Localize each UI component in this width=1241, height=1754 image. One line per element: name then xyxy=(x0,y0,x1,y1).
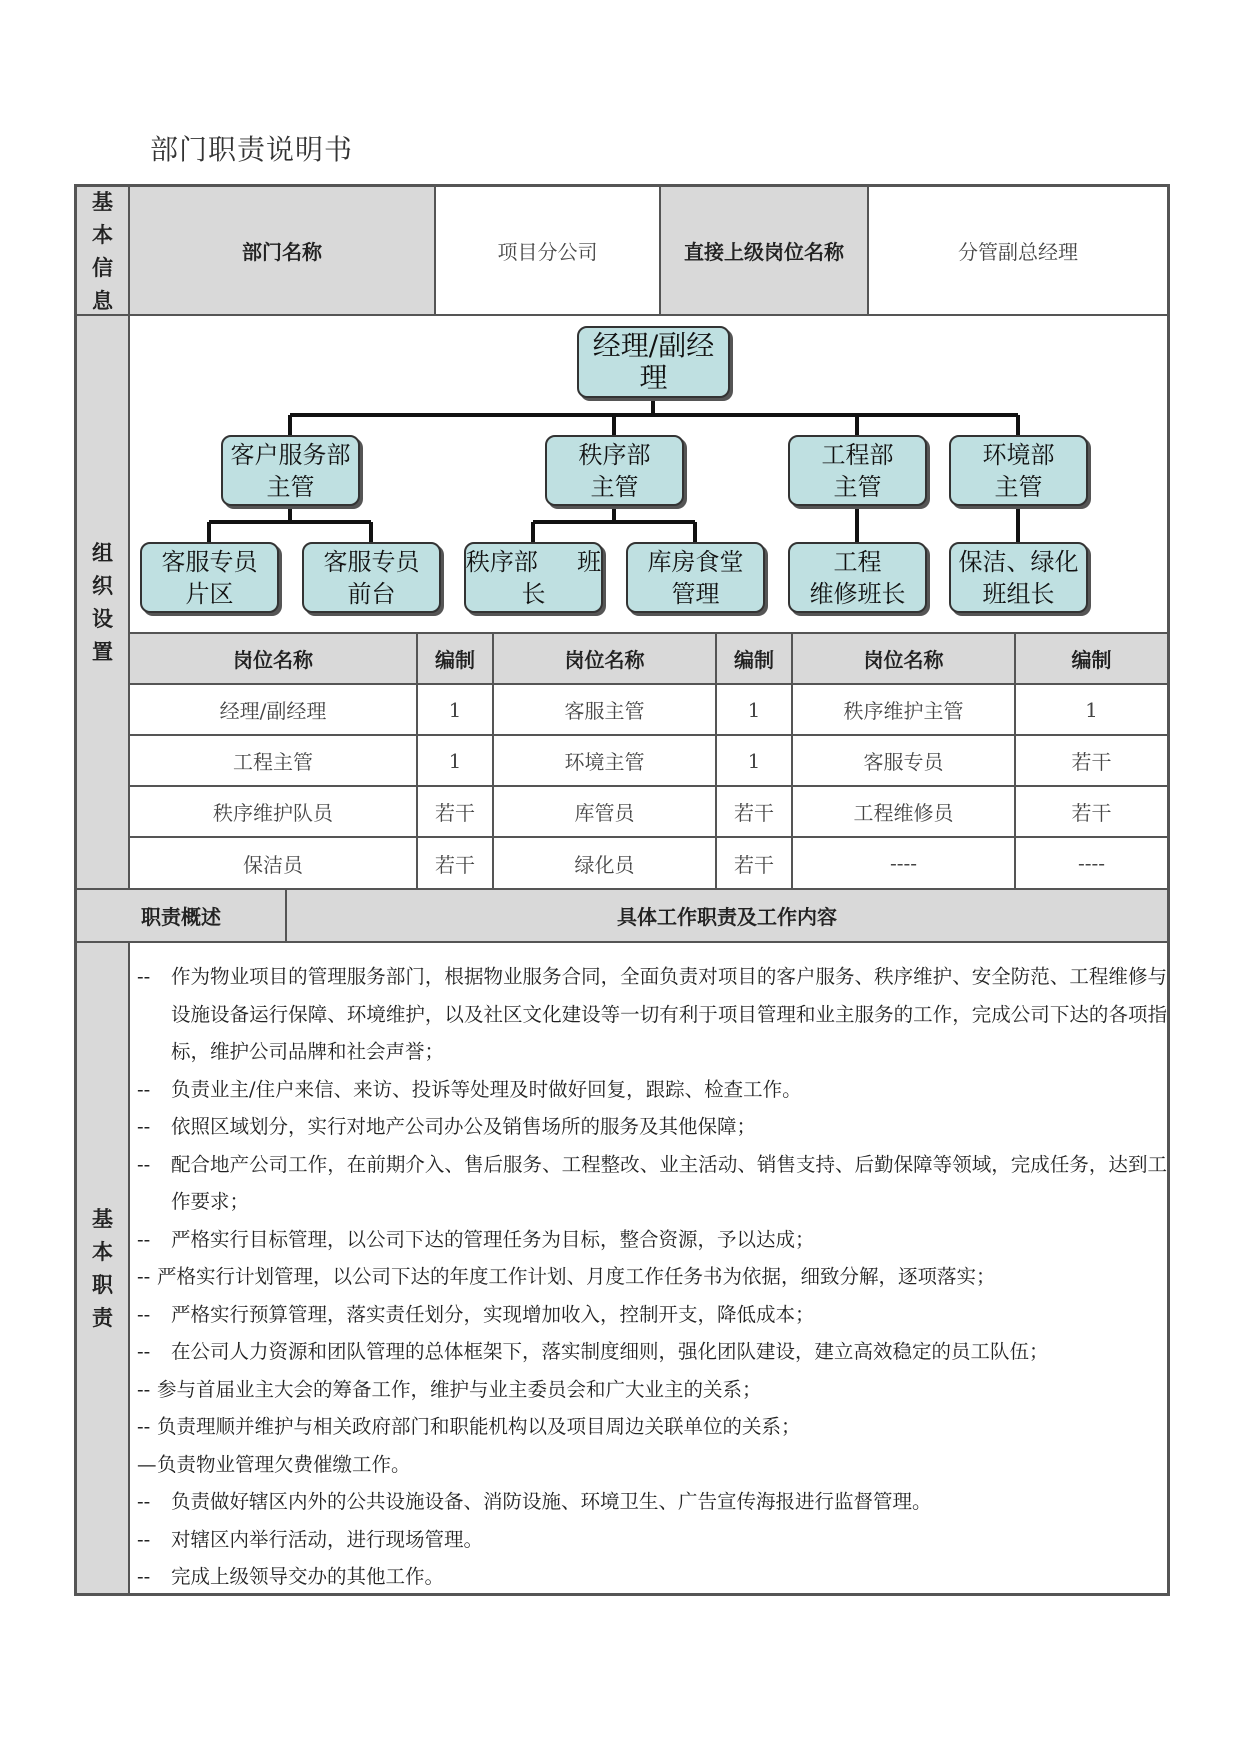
duties-list xyxy=(137,958,1167,1596)
staffing-header: 编制 xyxy=(1015,633,1168,684)
position-name: 绿化员 xyxy=(493,837,716,889)
duty-item: — 负责物业管理欠费催缴工作。 xyxy=(137,1452,411,1476)
duty-details-label: 具体工作职责及工作内容 xyxy=(286,889,1168,942)
staffing-header: 岗位名称 xyxy=(129,633,417,684)
org-node-maintenance-team-leader: 工程 维修班长 xyxy=(788,542,927,613)
document-title: 部门职责说明书 xyxy=(150,133,354,166)
position-name: 秩序维护队员 xyxy=(129,786,417,837)
headcount: 若干 xyxy=(716,837,792,889)
duty-item: -- 负责做好辖区内外的公共设施设备、消防设施、环境卫生、广告宣传海报进行监督管理。 xyxy=(137,1490,932,1513)
duty-item: -- 配合地产公司工作，在前期介入、售后服务、工程整改、业主活动、销售支持、后勤保障等领域，完成任务，达到工作要求； xyxy=(137,1152,1167,1213)
position-name: 客服主管 xyxy=(493,684,716,735)
duty-item: -- 在公司人力资源和团队管理的总体框架下，落实制度细则，强化团队建设，建立高效稳定的员工队伍； xyxy=(137,1340,1049,1363)
staffing-header: 岗位名称 xyxy=(792,633,1015,684)
duty-item: -- 严格实行预算管理，落实责任划分，实现增加收入，控制开支，降低成本； xyxy=(137,1302,815,1326)
duty-item: -- 依照区域划分，实行对地产公司办公及销售场所的服务及其他保障； xyxy=(137,1115,757,1138)
org-node-environment-supervisor: 环境部 主管 xyxy=(949,435,1088,506)
headcount: 1 xyxy=(716,735,792,786)
dept-name-label: 部门名称 xyxy=(129,186,435,315)
headcount: ---- xyxy=(1015,837,1168,889)
headcount: 若干 xyxy=(716,786,792,837)
headcount: 1 xyxy=(716,684,792,735)
headcount: 1 xyxy=(1015,684,1168,735)
position-name: 经理/副经理 xyxy=(129,684,417,735)
dept-name-value: 项目分公司 xyxy=(435,186,660,315)
headcount: 1 xyxy=(417,684,493,735)
duty-item: -- 严格实行目标管理，以公司下达的管理任务为目标，整合资源，予以达成； xyxy=(137,1227,815,1251)
org-node-customer-service-supervisor: 客户服务部 主管 xyxy=(221,435,360,506)
headcount: 若干 xyxy=(1015,786,1168,837)
superior-position-label: 直接上级岗位名称 xyxy=(660,186,868,315)
org-node-warehouse-canteen: 库房食堂 管理 xyxy=(626,542,765,613)
org-node-order-team-leader: 秩序部 班 长 xyxy=(464,542,603,613)
duty-overview-label: 职责概述 xyxy=(76,889,286,942)
org-node-cs-specialist-front-desk: 客服专员 前台 xyxy=(302,542,441,613)
position-name: 库管员 xyxy=(493,786,716,837)
staffing-header: 岗位名称 xyxy=(493,633,716,684)
headcount: 若干 xyxy=(417,837,493,889)
position-name: 环境主管 xyxy=(493,735,716,786)
org-node-cleaning-greening-leader: 保洁、绿化 班组长 xyxy=(949,542,1088,613)
position-name: 客服专员 xyxy=(792,735,1015,786)
staffing-header: 编制 xyxy=(716,633,792,684)
org-node-order-supervisor: 秩序部 主管 xyxy=(545,435,684,506)
org-section-label: 组 织 设 置 xyxy=(76,315,129,889)
duty-item: -- 负责理顺并维护与相关政府部门和职能机构以及项目周边关联单位的关系； xyxy=(137,1415,801,1438)
position-name: 工程主管 xyxy=(129,735,417,786)
duty-item: -- 作为物业项目的管理服务部门，根据物业服务合同，全面负责对项目的客户服务、秩序维护、安全防范、工程维修与设施设备运行保障、环境维护，以及社区文化建设等一切有利于项目管理和业主服务的工作，完成公司下达的各项指标，维护公司品牌和社会声誉； xyxy=(137,965,1167,1063)
duties-section-label: 基 本 职 责 xyxy=(76,942,129,1594)
org-node-engineering-supervisor: 工程部 主管 xyxy=(788,435,927,506)
position-name: 秩序维护主管 xyxy=(792,684,1015,735)
org-node-manager: 经理/副经理 xyxy=(577,326,730,398)
position-name: ---- xyxy=(792,837,1015,889)
duty-item: -- 负责业主/住户来信、来访、投诉等处理及时做好回复，跟踪、检查工作。 xyxy=(137,1077,802,1101)
duty-item: -- 严格实行计划管理，以公司下达的年度工作计划、月度工作任务书为依据，细致分解，逐项落实； xyxy=(137,1265,996,1288)
duty-item: -- 参与首届业主大会的筹备工作，维护与业主委员会和广大业主的关系； xyxy=(137,1377,762,1401)
headcount: 1 xyxy=(417,735,493,786)
headcount: 若干 xyxy=(1015,735,1168,786)
org-node-cs-specialist-area: 客服专员 片区 xyxy=(140,542,279,613)
headcount: 若干 xyxy=(417,786,493,837)
basic-info-section-label: 基 本 信 息 xyxy=(76,186,129,315)
staffing-header: 编制 xyxy=(417,633,493,684)
position-name: 工程维修员 xyxy=(792,786,1015,837)
position-name: 保洁员 xyxy=(129,837,417,889)
duty-item: -- 对辖区内举行活动，进行现场管理。 xyxy=(137,1527,484,1551)
superior-position-value: 分管副总经理 xyxy=(868,186,1168,315)
duty-item: -- 完成上级领导交办的其他工作。 xyxy=(137,1565,445,1588)
